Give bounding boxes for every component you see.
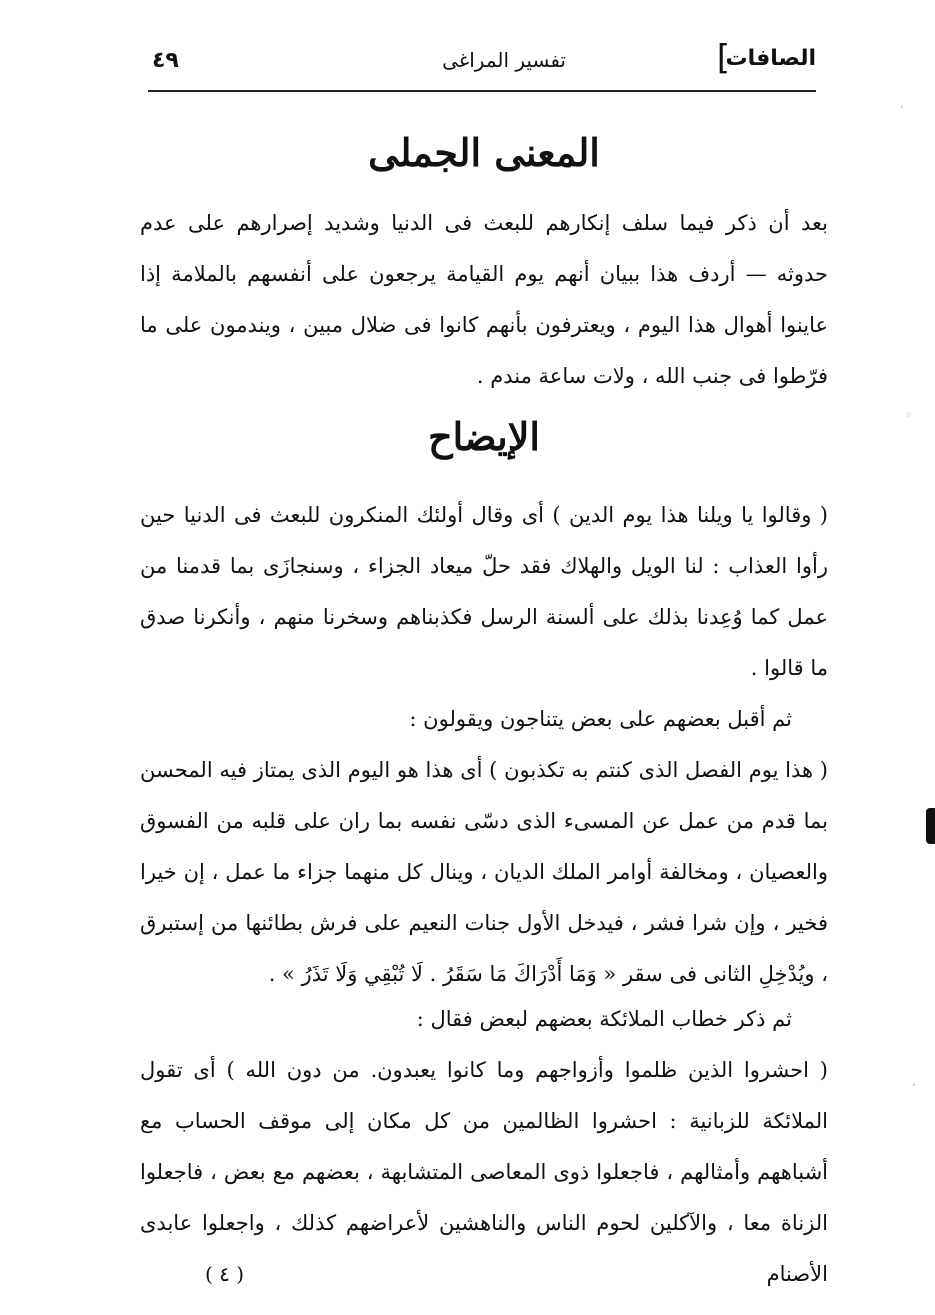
scan-speck: ·: [912, 1078, 916, 1092]
header-rule: [148, 90, 816, 92]
explanation-paragraph-1: ( وقالوا يا ويلنا هذا يوم الدين ) أى وقال أولئك المنكرون للبعث فى الدنيا حين رأوا العذاب : لنا الويل والهلاك فقد حلّ ميعاد الجزاء ، وسنجازَى بما قدمنا من عمل كما وُعِدنا بذلك على ألسنة الرسل فكذبناهم وسخرنا منهم ، وأنكرنا صدق ما قالوا .: [140, 503, 828, 680]
header-bracket: ]: [716, 38, 730, 78]
explanation-paragraph-2: ثم أقبل بعضهم على بعض يتناجون ويقولون :: [409, 707, 792, 731]
summary-paragraph: بعد أن ذكر فيما سلف إنكارهم للبعث فى الدنيا وشديد إصرارهم على عدم حدوثه — أردف هذا ببيان أنهم يوم القيامة يرجعون على أنفسهم بالملامة إذا عاينوا أهوال هذا اليوم ، ويعترفون بأنهم كانوا فى ضلال مبين ، ويندمون على ما فرّطوا فى جنب الله ، ولات ساعة مندم .: [140, 211, 828, 388]
scan-edge-mark: [926, 808, 935, 844]
page-number: ٤٩: [152, 48, 179, 73]
section-heading-explanation: الإيضاح: [428, 414, 540, 459]
signature-mark: ( ٤ ): [205, 1262, 245, 1286]
page-header: [148, 40, 816, 88]
scan-speck: ◦: [905, 408, 913, 422]
explanation-paragraph-4: ثم ذكر خطاب الملائكة بعضهم لبعض فقال :: [416, 1007, 792, 1031]
scan-speck: ·: [900, 100, 904, 114]
explanation-paragraph-5: ( احشروا الذين ظلموا وأزواجهم وما كانوا يعبدون. من دون الله ) أى تقول الملائكة للزبانية : احشروا الظالمين من كل مكان إلى موقف الحساب مع أشباههم وأمثالهم ، فاجعلوا ذوى المعاصى المتشابهة ، بعضهم مع بعض ، فاجعلوا الزناة معا ، والآكلين لحوم الناس والناهشين لأعراضهم كذلك ، واجعلوا عابدى الأصنام: [140, 1058, 828, 1286]
book-title: تفسير المراغى: [442, 48, 566, 72]
chapter-name: الصافات: [725, 46, 816, 71]
section-heading-summary: المعنى الجملى: [368, 130, 600, 175]
explanation-paragraph-3: ( هذا يوم الفصل الذى كنتم به تكذبون ) أى هذا هو اليوم الذى يمتاز فيه المحسن بما قدم من عمل عن المسىء الذى دسّى نفسه بما ران على قلبه من الفسوق والعصيان ، ومخالفة أوامر الملك الديان ، وينال كل منهما جزاء ما عمل ، إن خيرا فخير ، وإن شرا فشر ، فيدخل الأول جنات النعيم على فرش بطائنها من إستبرق ، ويُدْخِلِ الثانى فى سقر « وَمَا أَدْرَاكَ مَا سَقَرُ . لَا تُبْقِي وَلَا تَذَرُ » .: [140, 758, 828, 986]
